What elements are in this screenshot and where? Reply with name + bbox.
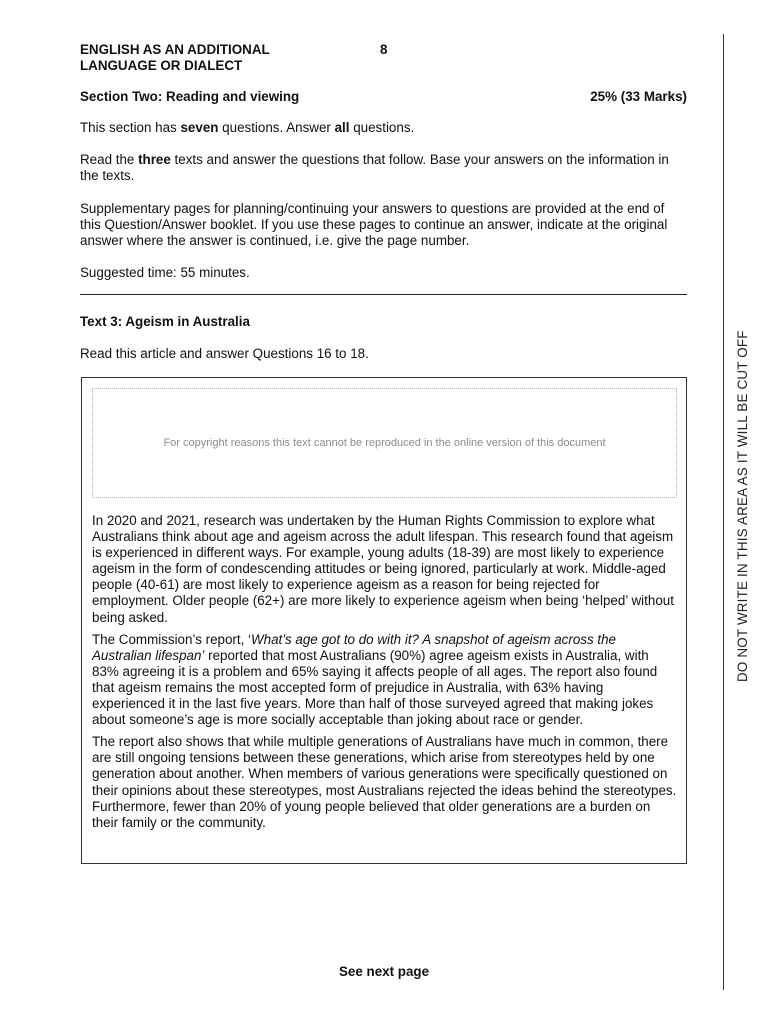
margin-line	[723, 34, 724, 990]
text-instruction: Read this article and answer Questions 16 to 18.	[80, 346, 369, 361]
section-title: Section Two: Reading and viewing	[80, 89, 300, 104]
page-number: 8	[380, 42, 388, 57]
subject-title	[80, 42, 310, 74]
suggested-time: Suggested time: 55 minutes.	[80, 265, 250, 280]
article-paragraph-2	[92, 632, 677, 729]
instruction-emphasis: all	[334, 120, 350, 135]
section-marks: 25% (33 Marks)	[590, 89, 687, 104]
instruction-emphasis: seven	[180, 120, 219, 135]
article-body	[92, 513, 677, 837]
instruction-text: This section has	[80, 120, 181, 135]
text-title: Text 3: Ageism in Australia	[80, 314, 250, 329]
margin-warning: DO NOT WRITE IN THIS AREA AS IT WILL BE CUT OFF	[735, 330, 750, 682]
instruction-questions	[80, 120, 688, 136]
report-title: What’s age got to do with it? A snapshot of ageism across the Australian lifespan’	[92, 631, 616, 663]
instruction-text: Read the	[80, 152, 139, 167]
subject-title-line1: ENGLISH AS AN ADDITIONAL	[80, 42, 270, 57]
instruction-supplementary: Supplementary pages for planning/continuing your answers to questions are provided at the end of this Question/Answer booklet. If you use these pages to continue an answer, indicate at the original answer where the answer is continued, i.e. give the page number.	[80, 201, 668, 248]
instruction-text: texts and answer the questions that follow. Base your answers on the information in the texts.	[80, 152, 669, 183]
article-text: The Commission’s report, ‘	[92, 631, 252, 647]
article-paragraph-1: In 2020 and 2021, research was undertaken by the Human Rights Commission to explore what Australians think about age and ageism across the adult lifespan. This research found that ageism is experienced in different ways. For example, young adults (18-39) are most likely to experience ageism in the form of condescending attitudes or being ignored, particularly at work. Middle-aged people (40-61) are most likely to experience ageism as a reason for being rejected for employment. Older people (62+) are more likely to experience ageism when being ‘helped’ without being asked.	[92, 513, 674, 625]
article-paragraph-3: The report also shows that while multiple generations of Australians have much in common, there are still ongoing tensions between these generations, which arise from stereotypes held by one generation about another. When members of various generations were specifically questioned on their opinions about these stereotypes, most Australians rejected the ideas behind the stereotypes. Furthermore, fewer than 20% of young people believed that older generations are a burden on their family or the community.	[92, 734, 677, 830]
instruction-texts	[80, 152, 688, 184]
instruction-text: questions. Answer	[218, 120, 335, 135]
divider	[80, 294, 687, 295]
copyright-placeholder	[92, 388, 677, 498]
copyright-notice: For copyright reasons this text cannot be reproduced in the online version of this document	[163, 437, 606, 449]
instruction-emphasis: three	[138, 152, 171, 167]
article-box	[81, 377, 687, 864]
footer-next-page: See next page	[338, 964, 430, 979]
article-text: reported that most Australians (90%) agree ageism exists in Australia, with 83% agreeing it is a problem and 65% saying it affects people of all ages. The report also found that ageism remains the most accepted form of prejudice in Australia, with 63% having experienced it in the last five years. More than half of those surveyed agreed that making jokes about someone’s age is more socially acceptable than joking about race or gender.	[92, 647, 658, 728]
subject-title-line2: LANGUAGE OR DIALECT	[80, 58, 243, 73]
instruction-text: questions.	[349, 120, 415, 135]
